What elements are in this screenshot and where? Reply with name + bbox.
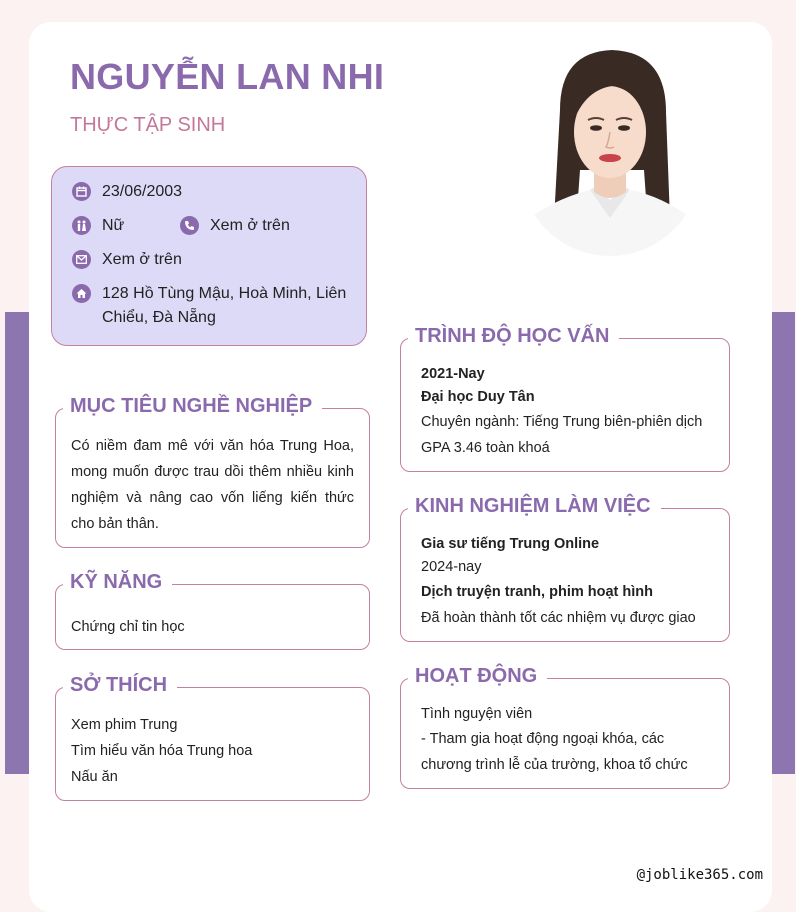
education-gpa: GPA 3.46 toàn khoá [421, 440, 550, 456]
education-title: TRÌNH ĐỘ HỌC VẤN [408, 325, 619, 348]
phone-icon [180, 216, 199, 235]
phone-row [180, 214, 290, 238]
email-value: Xem ở trên [102, 251, 182, 268]
education-period: 2021-Nay [421, 366, 485, 382]
email-row [72, 248, 182, 272]
objective-title: MỤC TIÊU NGHỀ NGHIỆP [63, 395, 322, 418]
experience-job-1: Gia sư tiếng Trung Online [421, 536, 600, 552]
skills-title: KỸ NĂNG [63, 571, 172, 594]
candidate-name: NGUYỄN LAN NHI [70, 56, 385, 97]
gender-row [72, 214, 124, 238]
profile-photo [520, 50, 700, 256]
birthdate-value: 23/06/2003 [102, 183, 183, 200]
activities-role: Tình nguyện viên [421, 706, 533, 722]
experience-job-2: Dịch truyện tranh, phim hoạt hình [421, 584, 653, 600]
source-watermark: @joblike365.com [636, 867, 763, 883]
education-major: Chuyên ngành: Tiếng Trung biên-phiên dịch [421, 414, 703, 430]
home-icon [72, 284, 91, 303]
activities-desc: - Tham gia hoạt động ngoại khóa, các chương trình lễ của trường, khoa tổ chức [421, 731, 688, 773]
address-value: 128 Hồ Tùng Mậu, Hoà Minh, Liên Chiểu, Đà Nẵng [102, 285, 347, 326]
objective-text: Có niềm đam mê với văn hóa Trung Hoa, mong muốn được trau dồi thêm nhiều kinh nghiệm và nâng cao vốn liếng kiến thức cho bản thân. [71, 438, 354, 532]
education-school: Đại học Duy Tân [421, 389, 535, 405]
hobby-item: Xem phim Trung [71, 717, 178, 733]
gender-icon [72, 216, 91, 235]
birthdate-row [72, 180, 182, 204]
gender-value: Nữ [102, 217, 125, 234]
phone-value: Xem ở trên [210, 217, 290, 234]
address-row [72, 282, 352, 330]
calendar-icon [72, 182, 91, 201]
hobby-item: Nấu ăn [71, 769, 118, 785]
experience-title: KINH NGHIỆM LÀM VIỆC [408, 495, 661, 518]
activities-title: HOẠT ĐỘNG [408, 665, 547, 688]
candidate-position: THỰC TẬP SINH [70, 114, 226, 136]
experience-job-2-desc: Đã hoàn thành tốt các nhiệm vụ được giao [421, 610, 696, 626]
hobby-item: Tìm hiểu văn hóa Trung hoa [71, 743, 253, 759]
email-icon [72, 250, 91, 269]
left-accent-band [5, 312, 29, 774]
hobbies-title: SỞ THÍCH [63, 674, 177, 697]
experience-job-1-period: 2024-nay [421, 559, 482, 575]
right-accent-band [772, 312, 795, 774]
skill-item: Chứng chỉ tin học [71, 619, 185, 635]
